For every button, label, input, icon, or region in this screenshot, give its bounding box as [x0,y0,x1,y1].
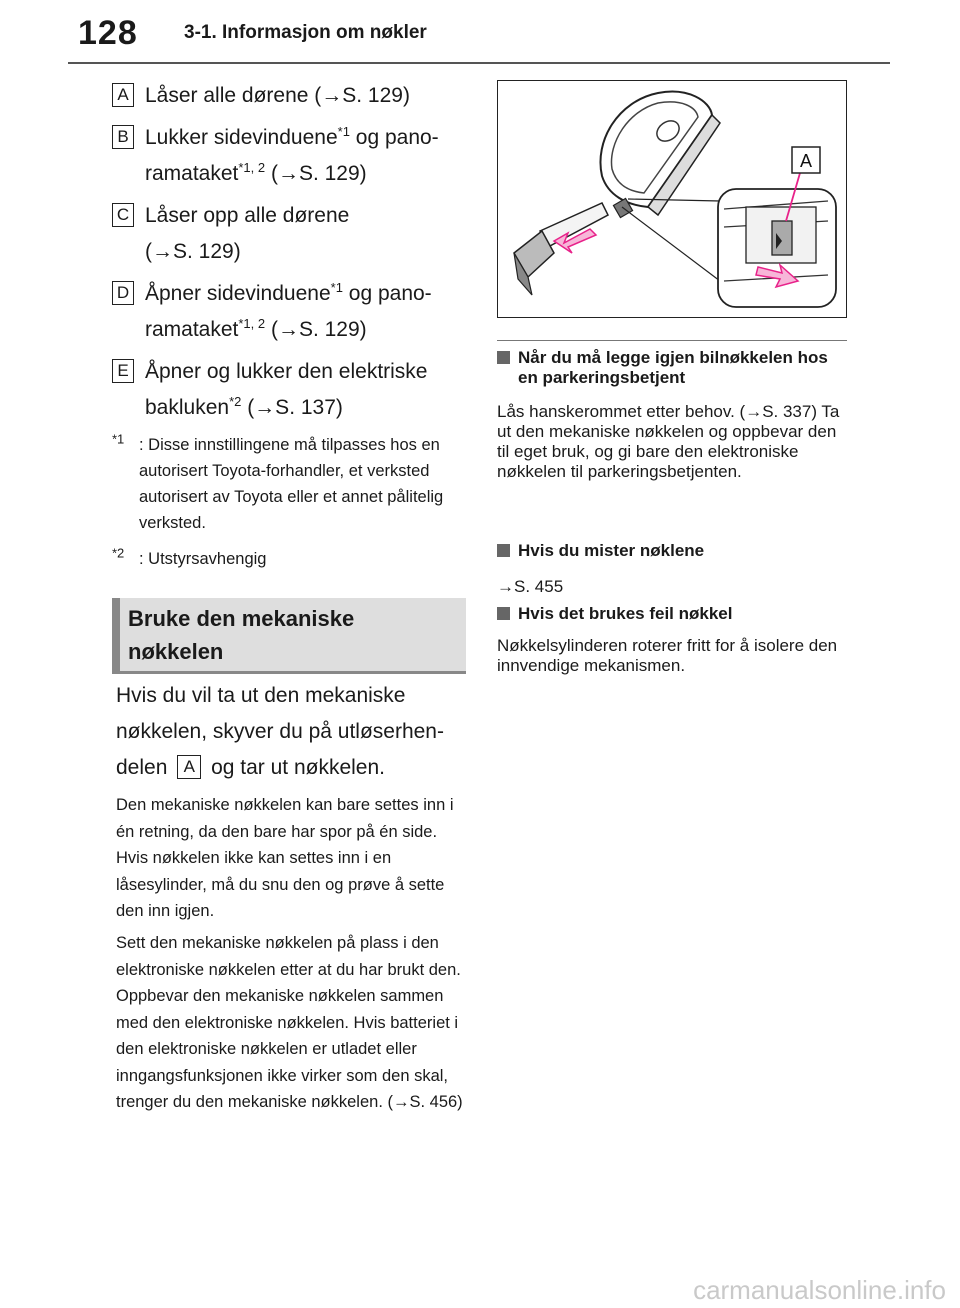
list-item-b [112,120,468,192]
item-text: og pano- [342,282,432,305]
list-item-d [112,276,468,348]
footnote-mark: *2 [112,545,125,561]
list-item-a [112,78,468,114]
footnote-ref: *2 [229,394,242,409]
function-list [112,78,468,572]
label-badge: C [112,203,134,227]
intro-line: nøkkelen, skyver du på utløserhen- [116,720,444,743]
item-text: og pano- [349,126,439,149]
footnote-ref: *1 [337,124,350,139]
list-item-e [112,354,468,426]
footnote-ref: *1, 2 [238,316,266,331]
subsection-heading: Når du må legge igjen bilnøkkelen hos en parkeringsbetjent [497,348,847,388]
item-text: (→S. 129) [145,240,241,263]
subsection-heading: Hvis du mister nøklene [497,541,847,561]
footnote-mark: *1 [112,431,125,447]
footnote-text: : Disse innstillingene må tilpasses hos en autorisert Toyota-forhandler, et verksted autorisert av Toyota eller et annet pålitelig verksted. [139,436,444,532]
subsection-body: Nøkkelsylinderen roterer fritt for å isolere den innvendige mekanismen. [497,636,838,675]
item-text: Åpner og lukker den elektriske [145,360,428,383]
right-section-lost-keys [497,541,847,597]
footnote-ref: *1, 2 [238,160,266,175]
list-item-c [112,198,468,270]
label-badge: D [112,281,134,305]
section-title: 3-1. Informasjon om nøkler [184,22,427,43]
label-badge: A [112,83,134,107]
figure-label: A [799,151,813,171]
item-text: Låser opp alle dørene [145,204,350,227]
subsection-body: →S. 455 [497,577,564,596]
item-text: (→S. 129) [265,318,367,341]
intro-line: Hvis du vil ta ut den mekaniske [116,684,406,707]
section-heading [112,598,466,674]
intro-line: og tar ut nøkkelen. [211,756,386,779]
footnote-1 [112,432,468,536]
section-heading-line: Bruke den mekaniske [128,606,355,631]
subsection-body: Lås hanskerommet etter behov. (→S. 337) Ta ut den mekaniske nøkkelen og oppbevar den til eget bruk, og gi bare den elektroniske nøkkelen til parkeringsbetjenten. [497,402,840,481]
label-badge: B [112,125,134,149]
label-badge: A [177,755,201,779]
item-text: Lukker sidevinduene [145,126,338,149]
footnote-text: : Utstyrsavhengig [139,550,267,568]
header-divider [68,62,890,64]
page-number: 128 [78,14,138,52]
figure-divider [497,340,847,341]
right-section-valet [497,348,847,482]
item-text: ramataket [145,318,239,341]
paragraph-key-direction: Den mekaniske nøkkelen kan bare settes inn i én retning, da den bare har spor på én side. Hvis nøkkelen ikke kan settes inn i en låsesylinder, må du snu den og prøve å sette den inn igjen. [116,796,454,920]
right-section-wrong-key [497,604,847,676]
item-text: (→S. 129) [265,162,367,185]
key-drawing [498,81,847,318]
label-badge: E [112,359,134,383]
item-text: Låser alle dørene (→S. 129) [145,84,410,107]
watermark: carmanualsonline.info [693,1275,946,1305]
intro-paragraph [116,678,466,786]
subsection-heading: Hvis det brukes feil nøkkel [497,604,847,624]
key-illustration [497,80,847,318]
footnote-ref: *1 [330,280,343,295]
item-text: (→S. 137) [241,396,343,419]
item-text: ramataket [145,162,239,185]
item-text: bakluken [145,396,230,419]
paragraph-key-storage: Sett den mekaniske nøkkelen på plass i den elektroniske nøkkelen etter at du har brukt den. Oppbevar den mekaniske nøkkelen sammen med den elektroniske nøkkelen. Hvis batteriet i den elektroniske nøkkelen er utladet eller inngangsfunksjonen ikke virker som den skal, trenger du den mekaniske nøkkelen. (→S. 456) [116,934,463,1111]
intro-line: delen [116,756,168,779]
page-header [0,0,960,68]
footnote-2 [112,546,468,572]
item-text: Åpner sidevinduene [145,282,331,305]
section-heading-line: nøkkelen [128,639,224,664]
